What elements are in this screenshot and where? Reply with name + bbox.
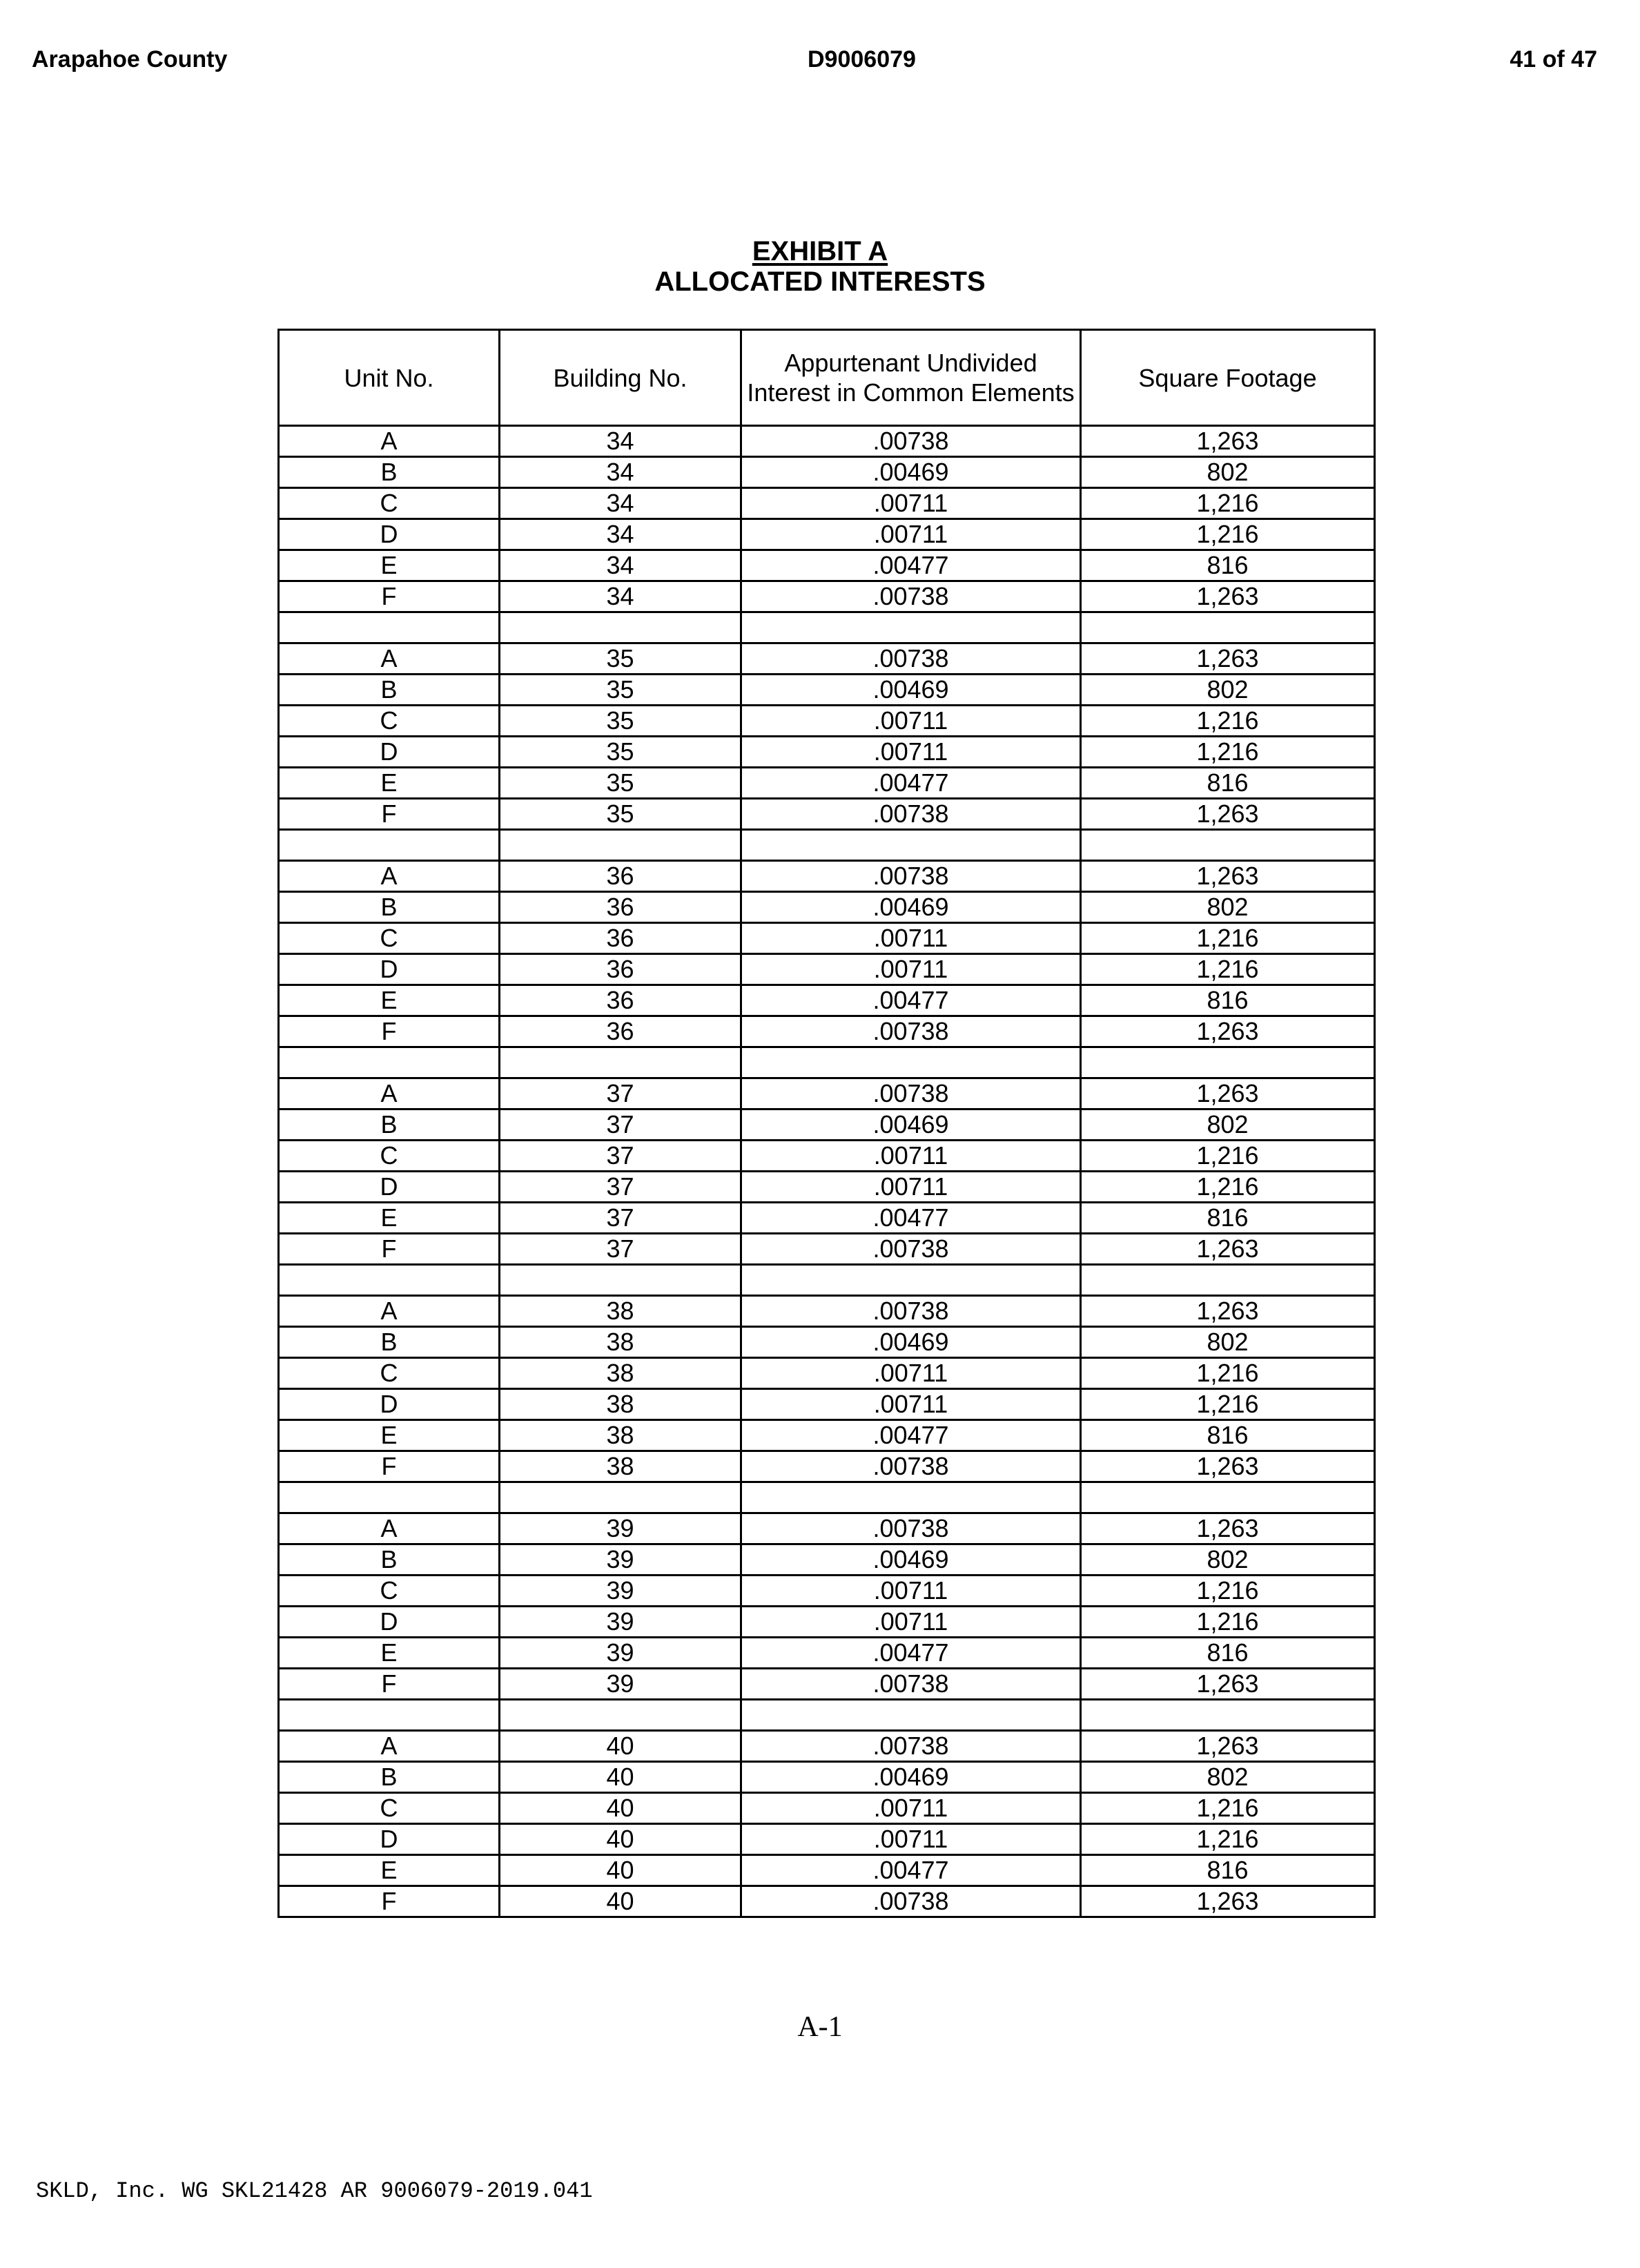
table-row	[279, 675, 1375, 706]
cell-building-no: 39	[500, 1513, 741, 1544]
cell-interest: .00469	[741, 1109, 1081, 1141]
cell-unit-no: A	[279, 1296, 500, 1327]
cell-interest: .00469	[741, 675, 1081, 706]
table-row	[279, 923, 1375, 954]
cell-unit-no: F	[279, 799, 500, 830]
cell-building-no: 37	[500, 1141, 741, 1172]
table-row	[279, 1607, 1375, 1638]
cell-unit-no: D	[279, 1389, 500, 1420]
cell-interest: .00711	[741, 488, 1081, 519]
cell-square-footage: 816	[1081, 985, 1375, 1016]
table-row	[279, 1203, 1375, 1234]
cell-unit-no: B	[279, 1762, 500, 1793]
cell-unit-no: D	[279, 1607, 500, 1638]
cell-unit-no: A	[279, 1731, 500, 1762]
cell-interest: .00477	[741, 768, 1081, 799]
cell-square-footage: 1,263	[1081, 1669, 1375, 1700]
cell-square-footage: 1,216	[1081, 488, 1375, 519]
table-row	[279, 985, 1375, 1016]
cell-interest	[741, 830, 1081, 861]
table-row	[279, 1047, 1375, 1078]
table-row	[279, 1886, 1375, 1917]
cell-interest: .00711	[741, 1172, 1081, 1203]
cell-square-footage: 1,216	[1081, 1358, 1375, 1389]
cell-unit-no: B	[279, 675, 500, 706]
cell-square-footage: 802	[1081, 1544, 1375, 1576]
cell-unit-no: C	[279, 1576, 500, 1607]
table-row	[279, 1762, 1375, 1793]
cell-building-no: 39	[500, 1607, 741, 1638]
cell-building-no: 35	[500, 768, 741, 799]
table-row	[279, 426, 1375, 457]
cell-square-footage	[1081, 1047, 1375, 1078]
table-row	[279, 1482, 1375, 1513]
table-row	[279, 1016, 1375, 1047]
cell-unit-no: F	[279, 1669, 500, 1700]
cell-interest: .00738	[741, 1669, 1081, 1700]
cell-building-no: 40	[500, 1886, 741, 1917]
table-row	[279, 1296, 1375, 1327]
cell-square-footage: 1,263	[1081, 1886, 1375, 1917]
cell-building-no	[500, 1265, 741, 1296]
cell-square-footage: 1,263	[1081, 581, 1375, 612]
table-row	[279, 1389, 1375, 1420]
cell-interest: .00711	[741, 1576, 1081, 1607]
cell-square-footage: 816	[1081, 550, 1375, 581]
cell-square-footage: 1,263	[1081, 861, 1375, 892]
cell-building-no: 37	[500, 1172, 741, 1203]
cell-unit-no: E	[279, 768, 500, 799]
cell-building-no: 39	[500, 1669, 741, 1700]
cell-unit-no: D	[279, 1824, 500, 1855]
table-row	[279, 1731, 1375, 1762]
table-row	[279, 1358, 1375, 1389]
table-row	[279, 643, 1375, 675]
table-row	[279, 768, 1375, 799]
cell-unit-no: D	[279, 519, 500, 550]
table-row	[279, 861, 1375, 892]
cell-building-no: 35	[500, 643, 741, 675]
cell-unit-no: E	[279, 1203, 500, 1234]
cell-interest: .00738	[741, 1731, 1081, 1762]
cell-square-footage: 1,216	[1081, 1141, 1375, 1172]
cell-building-no: 40	[500, 1824, 741, 1855]
table-row	[279, 1078, 1375, 1109]
cell-building-no: 40	[500, 1855, 741, 1886]
cell-unit-no	[279, 1047, 500, 1078]
cell-unit-no: F	[279, 1886, 500, 1917]
cell-square-footage: 1,216	[1081, 923, 1375, 954]
table-row	[279, 1141, 1375, 1172]
page-number: A-1	[797, 2011, 843, 2043]
cell-interest: .00477	[741, 1420, 1081, 1451]
cell-interest: .00738	[741, 426, 1081, 457]
cell-interest: .00711	[741, 1358, 1081, 1389]
cell-square-footage: 816	[1081, 1855, 1375, 1886]
column-header-unit-no: Unit No.	[279, 330, 500, 426]
cell-unit-no: E	[279, 1638, 500, 1669]
table-row	[279, 1172, 1375, 1203]
cell-unit-no: B	[279, 1327, 500, 1358]
cell-interest: .00738	[741, 861, 1081, 892]
cell-interest: .00477	[741, 550, 1081, 581]
cell-building-no	[500, 612, 741, 643]
cell-square-footage: 1,263	[1081, 799, 1375, 830]
cell-square-footage: 1,216	[1081, 1793, 1375, 1824]
cell-square-footage: 1,216	[1081, 737, 1375, 768]
cell-building-no: 34	[500, 519, 741, 550]
cell-interest: .00469	[741, 457, 1081, 488]
table-body	[279, 426, 1375, 1917]
cell-interest: .00711	[741, 923, 1081, 954]
cell-building-no: 39	[500, 1576, 741, 1607]
cell-interest: .00711	[741, 706, 1081, 737]
cell-unit-no: C	[279, 706, 500, 737]
table-row	[279, 1793, 1375, 1824]
cell-square-footage: 1,216	[1081, 519, 1375, 550]
table-row	[279, 519, 1375, 550]
cell-square-footage: 1,216	[1081, 954, 1375, 985]
cell-unit-no	[279, 1700, 500, 1731]
cell-interest: .00711	[741, 1824, 1081, 1855]
cell-square-footage: 802	[1081, 892, 1375, 923]
cell-building-no: 37	[500, 1203, 741, 1234]
cell-building-no: 38	[500, 1358, 741, 1389]
cell-unit-no: A	[279, 1513, 500, 1544]
column-header-interest: Appurtenant Undivided Interest in Common Elements	[741, 330, 1081, 426]
table-row	[279, 1544, 1375, 1576]
cell-square-footage: 816	[1081, 1420, 1375, 1451]
cell-unit-no: D	[279, 1172, 500, 1203]
cell-square-footage: 1,216	[1081, 706, 1375, 737]
cell-building-no: 38	[500, 1420, 741, 1451]
cell-interest: .00738	[741, 1234, 1081, 1265]
table-row	[279, 737, 1375, 768]
cell-building-no: 35	[500, 799, 741, 830]
cell-building-no	[500, 1482, 741, 1513]
cell-unit-no: A	[279, 426, 500, 457]
cell-square-footage: 1,263	[1081, 1296, 1375, 1327]
table-row	[279, 488, 1375, 519]
cell-building-no: 36	[500, 923, 741, 954]
cell-square-footage: 816	[1081, 1203, 1375, 1234]
cell-interest: .00477	[741, 985, 1081, 1016]
cell-square-footage: 1,263	[1081, 643, 1375, 675]
cell-building-no	[500, 1700, 741, 1731]
cell-building-no: 35	[500, 675, 741, 706]
cell-interest	[741, 1482, 1081, 1513]
cell-unit-no: B	[279, 892, 500, 923]
cell-square-footage: 816	[1081, 768, 1375, 799]
cell-interest: .00469	[741, 1544, 1081, 1576]
table-header-row	[279, 330, 1375, 426]
cell-square-footage	[1081, 1482, 1375, 1513]
cell-interest: .00477	[741, 1638, 1081, 1669]
page-count: 41 of 47	[1510, 46, 1597, 72]
cell-building-no: 37	[500, 1109, 741, 1141]
cell-square-footage	[1081, 1265, 1375, 1296]
cell-building-no: 34	[500, 550, 741, 581]
cell-unit-no: B	[279, 1544, 500, 1576]
cell-square-footage: 1,263	[1081, 1078, 1375, 1109]
cell-interest: .00469	[741, 1762, 1081, 1793]
cell-building-no: 36	[500, 861, 741, 892]
cell-building-no: 38	[500, 1296, 741, 1327]
cell-unit-no: C	[279, 923, 500, 954]
cell-square-footage: 1,216	[1081, 1172, 1375, 1203]
cell-square-footage: 1,263	[1081, 426, 1375, 457]
column-header-square-footage: Square Footage	[1081, 330, 1375, 426]
cell-square-footage: 802	[1081, 1327, 1375, 1358]
cell-unit-no: A	[279, 1078, 500, 1109]
cell-interest: .00711	[741, 1607, 1081, 1638]
exhibit-subtitle: ALLOCATED INTERESTS	[654, 266, 986, 297]
cell-square-footage: 1,216	[1081, 1389, 1375, 1420]
cell-unit-no: E	[279, 1420, 500, 1451]
cell-square-footage: 802	[1081, 457, 1375, 488]
table-row	[279, 1638, 1375, 1669]
cell-unit-no	[279, 830, 500, 861]
cell-interest: .00738	[741, 643, 1081, 675]
cell-building-no: 36	[500, 985, 741, 1016]
table-row	[279, 1234, 1375, 1265]
table-row	[279, 1700, 1375, 1731]
county-name: Arapahoe County	[32, 46, 228, 72]
table-row	[279, 706, 1375, 737]
table-row	[279, 892, 1375, 923]
cell-square-footage: 1,216	[1081, 1576, 1375, 1607]
cell-unit-no: D	[279, 954, 500, 985]
table-row	[279, 1855, 1375, 1886]
cell-interest: .00477	[741, 1855, 1081, 1886]
cell-building-no	[500, 830, 741, 861]
cell-interest: .00738	[741, 581, 1081, 612]
cell-interest	[741, 1047, 1081, 1078]
cell-unit-no: F	[279, 1451, 500, 1482]
cell-interest: .00711	[741, 519, 1081, 550]
cell-unit-no: F	[279, 581, 500, 612]
cell-interest: .00738	[741, 1451, 1081, 1482]
cell-unit-no: E	[279, 1855, 500, 1886]
cell-interest	[741, 1265, 1081, 1296]
cell-interest: .00738	[741, 1016, 1081, 1047]
cell-unit-no: B	[279, 457, 500, 488]
cell-unit-no	[279, 1482, 500, 1513]
cell-square-footage	[1081, 830, 1375, 861]
cell-unit-no: C	[279, 1141, 500, 1172]
cell-unit-no: C	[279, 1358, 500, 1389]
cell-unit-no: A	[279, 643, 500, 675]
cell-building-no: 40	[500, 1731, 741, 1762]
cell-interest: .00477	[741, 1203, 1081, 1234]
table-row	[279, 1669, 1375, 1700]
allocated-interests-table	[277, 329, 1376, 1918]
table-row	[279, 1576, 1375, 1607]
cell-unit-no: D	[279, 737, 500, 768]
cell-square-footage: 1,216	[1081, 1607, 1375, 1638]
cell-building-no: 37	[500, 1234, 741, 1265]
column-header-building-no: Building No.	[500, 330, 741, 426]
cell-unit-no: F	[279, 1234, 500, 1265]
cell-interest: .00738	[741, 1296, 1081, 1327]
cell-building-no: 36	[500, 1016, 741, 1047]
cell-interest: .00711	[741, 1389, 1081, 1420]
cell-building-no: 40	[500, 1762, 741, 1793]
table-row	[279, 581, 1375, 612]
table-row	[279, 550, 1375, 581]
cell-unit-no: A	[279, 861, 500, 892]
cell-building-no: 35	[500, 737, 741, 768]
cell-building-no: 35	[500, 706, 741, 737]
cell-unit-no: E	[279, 985, 500, 1016]
table-row	[279, 1451, 1375, 1482]
cell-building-no: 34	[500, 581, 741, 612]
table-row	[279, 1513, 1375, 1544]
cell-square-footage: 1,263	[1081, 1234, 1375, 1265]
cell-square-footage	[1081, 612, 1375, 643]
cell-unit-no: C	[279, 1793, 500, 1824]
exhibit-title	[0, 236, 1640, 266]
table-row	[279, 1109, 1375, 1141]
cell-interest: .00711	[741, 1793, 1081, 1824]
cell-interest: .00738	[741, 1513, 1081, 1544]
cell-square-footage: 1,216	[1081, 1824, 1375, 1855]
cell-interest: .00711	[741, 737, 1081, 768]
footer-text: SKLD, Inc. WG SKL21428 AR 9006079-2019.041	[36, 2178, 593, 2204]
cell-interest	[741, 612, 1081, 643]
table-row	[279, 1420, 1375, 1451]
cell-building-no: 40	[500, 1793, 741, 1824]
cell-building-no: 39	[500, 1544, 741, 1576]
table-row	[279, 1327, 1375, 1358]
exhibit-title-text: EXHIBIT A	[752, 236, 888, 266]
cell-building-no: 38	[500, 1327, 741, 1358]
cell-interest: .00738	[741, 1886, 1081, 1917]
table-row	[279, 799, 1375, 830]
cell-building-no: 34	[500, 488, 741, 519]
cell-interest: .00469	[741, 892, 1081, 923]
cell-interest: .00711	[741, 1141, 1081, 1172]
cell-building-no: 37	[500, 1078, 741, 1109]
table-row	[279, 457, 1375, 488]
cell-square-footage: 802	[1081, 1762, 1375, 1793]
table-row	[279, 830, 1375, 861]
cell-square-footage: 802	[1081, 1109, 1375, 1141]
cell-building-no: 39	[500, 1638, 741, 1669]
cell-square-footage: 1,263	[1081, 1016, 1375, 1047]
cell-interest: .00469	[741, 1327, 1081, 1358]
cell-square-footage: 1,263	[1081, 1731, 1375, 1762]
cell-square-footage: 1,263	[1081, 1451, 1375, 1482]
cell-unit-no: F	[279, 1016, 500, 1047]
cell-building-no: 38	[500, 1389, 741, 1420]
cell-building-no: 38	[500, 1451, 741, 1482]
cell-unit-no	[279, 1265, 500, 1296]
cell-square-footage: 1,263	[1081, 1513, 1375, 1544]
cell-building-no: 34	[500, 426, 741, 457]
cell-unit-no: C	[279, 488, 500, 519]
table-row	[279, 1265, 1375, 1296]
cell-interest: .00738	[741, 1078, 1081, 1109]
cell-interest: .00711	[741, 954, 1081, 985]
cell-unit-no: E	[279, 550, 500, 581]
table-row	[279, 612, 1375, 643]
cell-unit-no	[279, 612, 500, 643]
document-number: D9006079	[808, 46, 916, 72]
cell-building-no: 34	[500, 457, 741, 488]
cell-square-footage: 816	[1081, 1638, 1375, 1669]
cell-square-footage	[1081, 1700, 1375, 1731]
cell-building-no	[500, 1047, 741, 1078]
cell-unit-no: B	[279, 1109, 500, 1141]
cell-interest: .00738	[741, 799, 1081, 830]
cell-building-no: 36	[500, 954, 741, 985]
cell-square-footage: 802	[1081, 675, 1375, 706]
cell-interest	[741, 1700, 1081, 1731]
cell-building-no: 36	[500, 892, 741, 923]
table-row	[279, 954, 1375, 985]
table-row	[279, 1824, 1375, 1855]
